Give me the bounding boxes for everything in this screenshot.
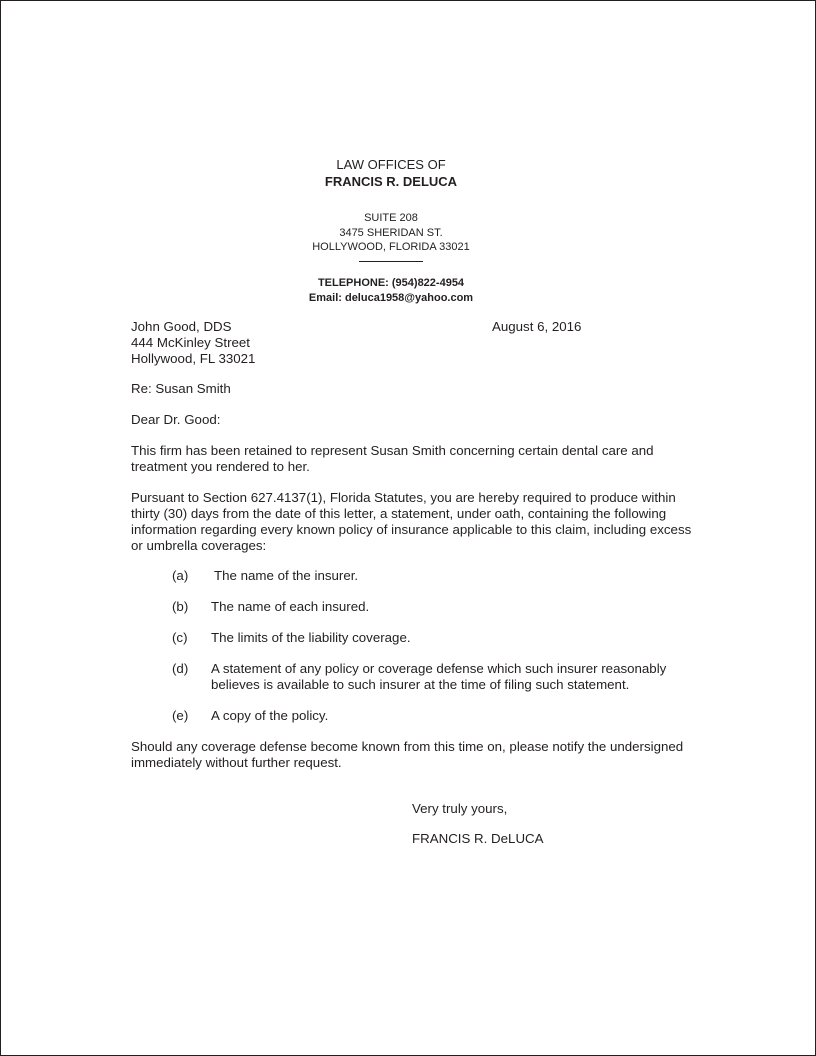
item-text-e: A copy of the policy. — [211, 708, 329, 723]
recipient-city: Hollywood, FL 33021 — [131, 351, 256, 366]
recipient-street: 444 McKinley Street — [131, 335, 250, 350]
item-text-a: The name of the insurer. — [214, 568, 359, 583]
paragraph-line: or umbrella coverages: — [131, 538, 267, 553]
letterhead-contact — [0, 276, 782, 306]
letterhead-telephone: TELEPHONE: (954)822-4954 — [317, 277, 465, 289]
letterhead-suite: SUITE 208 — [364, 212, 418, 224]
item-text-c: The limits of the liability coverage. — [211, 630, 411, 645]
item-text-d — [211, 661, 666, 693]
paragraph-notify — [131, 739, 683, 771]
closing: Very truly yours, — [412, 801, 508, 816]
signature-name: FRANCIS R. DeLUCA — [412, 831, 544, 846]
item-text-b: The name of each insured. — [211, 599, 370, 614]
item-label-a: (a) — [172, 568, 189, 583]
recipient-address — [131, 319, 255, 367]
paragraph-line: information regarding every known policy of insurance applicable to this claim, including excess — [131, 522, 692, 537]
item-text-line: A statement of any policy or coverage defense which such insurer reasonably — [211, 661, 667, 676]
paragraph-line: This firm has been retained to represent Susan Smith concerning certain dental care and — [131, 443, 654, 458]
paragraph-statute — [131, 490, 691, 554]
letterhead-divider — [359, 261, 423, 262]
item-label-b: (b) — [172, 599, 189, 614]
recipient-name: John Good, DDS — [131, 319, 232, 334]
letterhead-title: LAW OFFICES OF — [336, 157, 446, 172]
item-text-line: believes is available to such insurer at the time of filing such statement. — [211, 677, 630, 692]
letter-date: August 6, 2016 — [492, 319, 582, 334]
re-line: Re: Susan Smith — [131, 381, 231, 396]
salutation: Dear Dr. Good: — [131, 412, 221, 427]
letterhead-address — [0, 211, 782, 255]
paragraph-line: Should any coverage defense become known from this time on, please notify the undersigned — [131, 739, 684, 754]
item-label-c: (c) — [172, 630, 188, 645]
letterhead-street: 3475 SHERIDAN ST. — [339, 226, 443, 239]
paragraph-intro — [131, 443, 654, 475]
paragraph-line: thirty (30) days from the date of this letter, a statement, under oath, containing the following — [131, 506, 667, 521]
letterhead-email: Email: deluca1958@yahoo.com — [308, 292, 474, 304]
letterhead-city: HOLLYWOOD, FLORIDA 33021 — [312, 241, 470, 253]
item-label-d: (d) — [172, 661, 189, 676]
letterhead-firm-name: FRANCIS R. DELUCA — [324, 174, 458, 189]
item-label-e: (e) — [172, 708, 189, 723]
paragraph-line: Pursuant to Section 627.4137(1), Florida Statutes, you are hereby required to produce within — [131, 490, 676, 505]
paragraph-line: immediately without further request. — [131, 755, 342, 770]
paragraph-line: treatment you rendered to her. — [131, 459, 310, 474]
